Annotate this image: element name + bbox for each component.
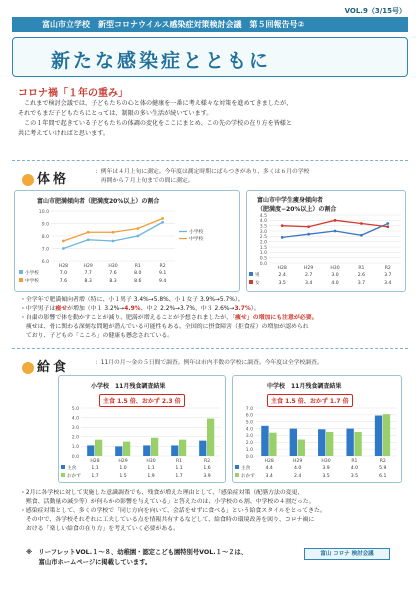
- jhs-thin-point: [360, 234, 363, 237]
- elem-obesity-data-label: 8.3: [109, 279, 117, 284]
- intro-line-3: この１年間で起きている子どもたちの体調の変化をここにまとめ、この先の学校の在り方を皆様と: [18, 120, 292, 127]
- physique-note-1: ：例年は４月上旬に測定。今年度は測定時期にばらつきがあり、多くは６月の学校: [95, 169, 310, 175]
- jhs-thin-chart-title-1: 富山市中学生痩身傾向者: [257, 197, 324, 204]
- elem-leftover-data-label: 3.9: [203, 474, 211, 479]
- jhs-thin-ytick: 3.0: [259, 229, 267, 235]
- meals-text-1: ・2月に各学校に対して実施した意識調査でも、残食が増えた理由として、「感染症対策（配膳方法の変更、: [20, 490, 304, 496]
- physique-bullet-5: ており、子どもの「こころ」の健康も懸念されている。: [20, 333, 174, 339]
- elem-obesity-point: [136, 235, 139, 238]
- jhs-thin-data-label: 3.5: [278, 281, 286, 286]
- jhs-leftover-data-label: 5.9: [379, 466, 387, 471]
- elem-obesity-point: [161, 221, 164, 224]
- jhs-leftover-legend-label: おかず: [241, 474, 255, 479]
- jhs-thin-xtick: H29: [303, 266, 314, 271]
- meals-tag: [22, 356, 69, 375]
- jhs-thin-point: [386, 222, 389, 225]
- footer-note: [26, 548, 247, 567]
- elem-leftover-xtick: H28: [90, 459, 100, 464]
- jhs-leftover-chart-box: [232, 375, 402, 483]
- physique-bullet-1: ・全学年で肥満傾向者増（特に、小１男子 3.4%→5.8%、小１女子 3.9%→5.7%）。: [20, 297, 244, 303]
- footer-badge: 富山 コロナ 検討会議: [304, 548, 390, 560]
- physique-bullet-3: [20, 314, 317, 323]
- jhs-leftover-chart: [233, 376, 403, 484]
- jhs-leftover-chart-title: 中学校 11月残食調査結果: [267, 383, 342, 390]
- physique-bullet-2: [20, 305, 260, 314]
- elem-obesity-point: [136, 227, 139, 230]
- jhs-leftover-xtick: H30: [321, 459, 331, 464]
- footer-note-2: 富山市ホームページに掲載しています。: [26, 558, 152, 566]
- jhs-thin-point: [281, 236, 284, 239]
- elem-obesity-xtick: R1: [134, 264, 141, 269]
- meals-text-2: 黙食、活動量の減少等）が何らかの影響を与えている」と答えたのは、小学校の６割、中学校の４割だった。: [20, 499, 315, 505]
- b2-e: 、中２ 2.2%→3.7%、中３ 2.6%→: [140, 306, 235, 312]
- elem-obesity-chart-box: [14, 190, 240, 292]
- elem-leftover-ytick: 2.0: [71, 435, 79, 441]
- physique-tag: [22, 168, 69, 187]
- physique-mark-icon: [22, 174, 34, 186]
- page-title: 新たな感染症とともに: [51, 50, 272, 72]
- jhs-thin-chart-title-2: （肥満度−20%以上）の割合: [257, 206, 337, 213]
- jhs-leftover-data-label: 4.0: [350, 466, 359, 471]
- elem-callout-a: 主食 1.5 倍、: [103, 398, 142, 405]
- jhs-thin-chart-box: [246, 190, 406, 292]
- elem-obesity-point: [161, 217, 164, 220]
- jhs-leftover-legend-swatch: [235, 465, 239, 469]
- elem-leftover-chart-box: [58, 375, 226, 483]
- jhs-leftover-xtick: H28: [264, 459, 274, 464]
- meals-text-3: ・感染症対策として、多くの学校で「同じ方向を向いて、会話をせずに食べる」という給食スタイルをとってきた。: [20, 508, 326, 514]
- b3-b: 痩せ: [235, 315, 247, 321]
- divider-2: [12, 348, 408, 349]
- vol-number: VOL.9（3/15号）: [344, 7, 406, 15]
- elem-leftover-ytick: 1.0: [71, 445, 79, 451]
- jhs-leftover-ytick: 7.0: [245, 406, 253, 412]
- jhs-leftover-xtick: R2: [379, 459, 386, 464]
- elem-obesity-point: [87, 238, 90, 241]
- elem-leftover-data-label: 1.1: [91, 466, 99, 471]
- jhs-leftover-data-label: 4.0: [293, 466, 302, 471]
- jhs-thin-legend-label: 女: [255, 281, 260, 286]
- elem-obesity-side-legend: 小学校: [189, 230, 204, 235]
- jhs-thin-legend-swatch: [249, 280, 253, 284]
- meals-mark-icon: [22, 362, 34, 374]
- elem-obesity-point: [62, 247, 65, 250]
- elem-leftover-bar: [171, 445, 178, 456]
- jhs-thin-point: [334, 230, 337, 233]
- meals-note: ：11月の月〜金の５日間で調査。例年は市内半数の学校に調査。今年度は全学校調査。: [95, 360, 323, 366]
- jhs-thin-ytick: 4.5: [259, 213, 267, 219]
- b2-a: ・中学男子は: [20, 306, 56, 312]
- elem-obesity-chart-title: 富山市肥満傾向者（肥満度20%以上）の割合: [37, 198, 160, 205]
- elem-leftover-xtick: R1: [175, 459, 183, 464]
- elem-leftover-data-label: 1.1: [175, 466, 183, 471]
- elem-leftover-chart: [59, 376, 227, 484]
- elem-obesity-point: [87, 231, 90, 234]
- jhs-thin-data-label: 2.7: [304, 273, 313, 278]
- jhs-thin-data-label: 3.0: [331, 273, 339, 278]
- physique-tag-label: 体格: [37, 172, 70, 187]
- footer-note-1: ※ リーフレットVOL.１〜８、幼稚園・認定こども園特別号VOL.１〜２は、: [26, 549, 248, 556]
- jhs-leftover-ytick: 4.0: [245, 427, 253, 433]
- jhs-thin-data-label: 4.0: [331, 281, 339, 286]
- jhs-callout: [267, 394, 353, 407]
- elem-callout: [99, 394, 185, 407]
- jhs-leftover-bar: [383, 414, 390, 456]
- b3-c: 」の増加にも注意が必要。: [246, 315, 318, 321]
- elem-obesity-ytick: 7.0: [41, 247, 49, 253]
- elem-obesity-series-line: [63, 219, 162, 242]
- b2-b: 痩せ: [55, 306, 68, 312]
- elem-obesity-data-label: 7.0: [59, 271, 68, 276]
- jhs-leftover-bar: [269, 433, 276, 456]
- jhs-leftover-bar: [375, 416, 382, 456]
- elem-obesity-ytick: 10.0: [38, 209, 49, 215]
- elem-leftover-xtick: R2: [203, 459, 211, 464]
- elem-leftover-bar: [199, 441, 206, 456]
- elem-obesity-xtick: H28: [58, 264, 69, 269]
- elem-leftover-data-label: 1.9: [147, 474, 155, 479]
- elem-leftover-bar: [179, 440, 186, 456]
- jhs-callout-a: 主食 1.5 倍、: [271, 398, 310, 405]
- jhs-thin-ytick: 1.0: [259, 251, 267, 257]
- intro-line-1: これまで検討会議では、子どもたちの心と体の健康を一番に考え様々な対策を進めてきましたが、: [18, 100, 293, 107]
- elem-leftover-legend-label: おかず: [67, 474, 81, 479]
- jhs-leftover-legend-label: 主食: [241, 466, 251, 471]
- elem-obesity-ytick: 8.0: [41, 234, 49, 240]
- elem-obesity-data-label: 7.6: [59, 279, 68, 284]
- elem-obesity-data-label: 7.6: [109, 271, 117, 276]
- jhs-leftover-bar: [298, 440, 305, 456]
- jhs-leftover-bar: [318, 429, 325, 456]
- elem-obesity-data-label: 8.3: [84, 279, 92, 284]
- title-box: [12, 37, 408, 77]
- elem-leftover-xtick: H29: [118, 459, 128, 464]
- jhs-thin-point: [386, 225, 389, 228]
- jhs-callout-b: おかず 1.7 倍: [309, 398, 349, 405]
- jhs-thin-data-label: 3.7: [384, 273, 392, 278]
- jhs-leftover-ytick: 5.0: [245, 420, 253, 426]
- jhs-thin-xtick: H30: [330, 266, 340, 271]
- meals-text-5: おける「楽しい給食の在り方」を考えていく必要がある。: [20, 526, 180, 532]
- jhs-leftover-xtick: R1: [351, 459, 358, 464]
- jhs-thin-legend-swatch: [249, 272, 253, 276]
- jhs-thin-legend-label: 男: [255, 273, 260, 278]
- elem-leftover-ytick: 0.0: [71, 454, 79, 460]
- elem-obesity-point: [112, 231, 115, 234]
- elem-leftover-bar: [87, 445, 94, 456]
- intro-heading: コロナ禍「１年の重み」: [18, 88, 128, 99]
- elem-leftover-bar: [95, 440, 102, 456]
- elem-obesity-data-label: 8.6: [134, 279, 142, 284]
- jhs-thin-data-label: 3.4: [304, 281, 313, 286]
- jhs-leftover-bar: [354, 432, 361, 456]
- elem-obesity-xtick: H30: [108, 264, 118, 269]
- jhs-thin-point: [360, 222, 363, 225]
- jhs-thin-ytick: 1.5: [259, 245, 267, 251]
- jhs-thin-ytick: 0.0: [259, 261, 267, 267]
- elem-obesity-data-label: 9.4: [158, 279, 167, 284]
- elem-leftover-data-label: 1.5: [119, 474, 127, 479]
- elem-leftover-ytick: 3.0: [71, 426, 79, 431]
- elem-callout-b: おかず 2.3 倍: [141, 398, 181, 405]
- header-bar: 富山市立学校 新型コロナウイルス感染症対策検討会議 第５回報告号②: [12, 17, 408, 32]
- elem-leftover-data-label: 1.7: [175, 474, 183, 479]
- elem-leftover-bar: [115, 446, 122, 456]
- jhs-leftover-ytick: 6.0: [245, 413, 253, 419]
- elem-leftover-xtick: H30: [146, 459, 156, 464]
- jhs-leftover-legend-swatch: [235, 473, 239, 477]
- jhs-thin-data-label: 3.4: [384, 281, 392, 286]
- elem-leftover-legend-swatch: [61, 465, 65, 469]
- elem-leftover-chart-title: 小学校 11月残食調査結果: [91, 383, 166, 390]
- jhs-leftover-bar: [326, 432, 333, 456]
- elem-obesity-ytick: 9.0: [41, 222, 49, 228]
- elem-obesity-data-label: 8.0: [134, 271, 142, 276]
- elem-obesity-chart: [15, 191, 241, 293]
- elem-obesity-legend-swatch: [19, 278, 23, 282]
- jhs-thin-data-label: 2.6: [357, 273, 366, 278]
- elem-obesity-ytick: 6.0: [41, 259, 49, 265]
- jhs-leftover-data-label: 3.9: [322, 466, 330, 471]
- elem-leftover-legend-label: 主食: [67, 466, 77, 471]
- jhs-thin-ytick: 4.0: [259, 219, 267, 225]
- jhs-leftover-data-label: 3.5: [350, 474, 359, 479]
- intro-line-4: 共に考えていければと思います。: [18, 130, 109, 137]
- jhs-leftover-ytick: 0.0: [245, 454, 253, 460]
- elem-obesity-point: [112, 240, 115, 243]
- jhs-leftover-bar: [346, 429, 353, 456]
- jhs-thin-xtick: H28: [277, 266, 287, 271]
- jhs-leftover-bar: [261, 426, 268, 456]
- elem-leftover-bar: [207, 419, 214, 456]
- b2-c: が増加（中１ 3.2%→: [67, 306, 125, 312]
- jhs-leftover-data-label: 3.4: [265, 474, 273, 479]
- jhs-thin-point: [307, 233, 310, 236]
- b2-f: 3.7%: [234, 306, 251, 312]
- jhs-leftover-data-label: 4.4: [265, 466, 273, 471]
- elem-obesity-xtick: H29: [83, 264, 93, 269]
- physique-note-2: 再開から７月上旬までの間に測定。: [95, 178, 194, 184]
- jhs-thin-point: [281, 224, 284, 227]
- physique-bullet-4: 痩せは、骨に関わる深刻な問題が潜んでいる可能性もある。全国的に摂食障害（拒食症）の増加が認められ: [20, 324, 309, 330]
- elem-obesity-data-label: 7.7: [84, 271, 92, 276]
- jhs-thin-point: [307, 225, 310, 228]
- jhs-leftover-ytick: 3.0: [245, 434, 253, 440]
- jhs-thin-data-label: 3.7: [357, 281, 366, 286]
- elem-obesity-legend-label: 小学校: [25, 271, 39, 276]
- elem-leftover-ytick: 5.0: [71, 406, 79, 412]
- elem-leftover-data-label: 1.7: [91, 474, 99, 479]
- jhs-leftover-bar: [290, 429, 297, 456]
- jhs-leftover-data-label: 2.4: [293, 474, 302, 479]
- jhs-leftover-data-label: 6.1: [379, 474, 387, 479]
- elem-leftover-data-label: 1.1: [147, 466, 155, 471]
- jhs-leftover-ytick: 2.0: [245, 441, 253, 447]
- jhs-thin-chart: [247, 191, 407, 293]
- elem-leftover-ytick: 4.0: [71, 416, 79, 422]
- elem-leftover-data-label: 1.0: [119, 466, 127, 471]
- meals-text-4: その中で、各学校それぞれに工夫している点を情報共有するなどして、給食時の環境改善を図り、コロナ禍に: [20, 517, 315, 523]
- elem-obesity-legend-label: 中学校: [25, 279, 39, 284]
- elem-obesity-data-label: 9.1: [158, 271, 167, 276]
- intro-line-2: それでもまだ子どもたちにとっては、制限の多い生活が続いています。: [18, 110, 213, 117]
- b3-a: ・自粛の影響で体を動かすことが減り、肥満が増えることが予想されましたが、「: [20, 315, 236, 321]
- jhs-thin-xtick: R2: [384, 266, 391, 271]
- elem-obesity-xtick: R2: [159, 264, 166, 269]
- meals-tag-label: 給食: [37, 360, 70, 375]
- jhs-leftover-data-label: 3.5: [322, 474, 330, 479]
- elem-leftover-data-label: 1.6: [203, 466, 211, 471]
- divider-1: [12, 160, 408, 161]
- jhs-thin-data-label: 2.4: [278, 273, 286, 278]
- jhs-leftover-xtick: H29: [292, 459, 303, 464]
- jhs-thin-xtick: R1: [358, 266, 365, 271]
- jhs-leftover-ytick: 1.0: [245, 447, 253, 453]
- elem-leftover-legend-swatch: [61, 473, 65, 477]
- jhs-thin-ytick: 3.5: [259, 224, 267, 230]
- b2-d: 4.9%: [124, 306, 141, 312]
- elem-obesity-legend-swatch: [19, 270, 23, 274]
- elem-leftover-bar: [143, 445, 150, 456]
- elem-obesity-side-legend: 中学校: [189, 237, 204, 242]
- jhs-thin-ytick: 2.0: [259, 240, 267, 246]
- jhs-thin-point: [334, 219, 337, 222]
- elem-obesity-point: [62, 240, 65, 243]
- elem-leftover-bar: [123, 442, 130, 456]
- b2-g: ）。: [250, 306, 260, 312]
- elem-leftover-bar: [151, 438, 158, 456]
- jhs-thin-ytick: 2.5: [259, 235, 267, 241]
- jhs-thin-ytick: 0.5: [259, 256, 267, 262]
